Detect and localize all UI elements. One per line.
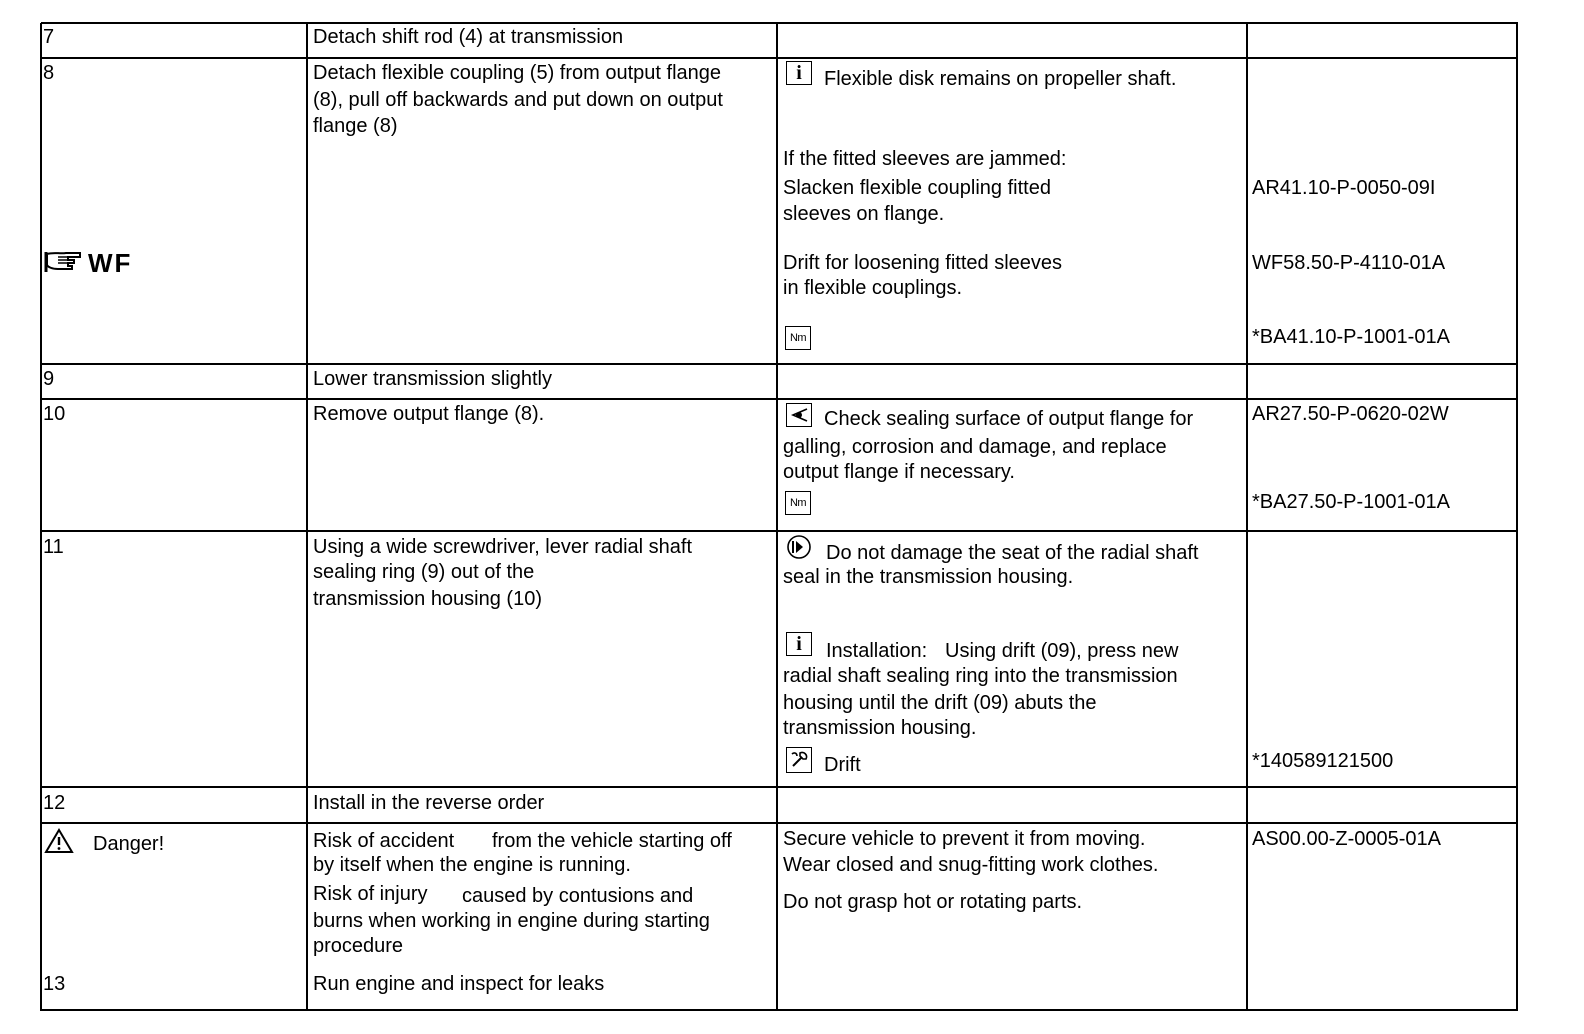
column-divider <box>776 23 778 1011</box>
risk-text: caused by contusions and <box>462 885 694 907</box>
column-divider <box>306 23 308 1011</box>
note-text-line: Using drift (09), press new <box>945 640 1179 662</box>
note-text-line: Slacken flexible coupling fitted <box>783 177 1051 199</box>
reference-code: WF58.50-P-4110-01A <box>1252 252 1446 274</box>
step-action: Lower transmission slightly <box>313 368 552 390</box>
step-action: Remove output flange (8). <box>313 403 545 425</box>
note-text-line: Drift for loosening fitted sleeves <box>783 252 1063 274</box>
risk-text: burns when working in engine during starting <box>313 910 710 932</box>
note-text-line: Do not damage the seat of the radial shaft <box>826 542 1199 564</box>
risk-text: by itself when the engine is running. <box>313 854 631 876</box>
column-divider <box>1246 23 1248 1011</box>
step-number: 12 <box>43 792 66 814</box>
step-number: 9 <box>43 368 55 390</box>
reference-code: AR27.50-P-0620-02W <box>1252 403 1449 425</box>
note-text-line: output flange if necessary. <box>783 461 1015 483</box>
inspect-eye-icon <box>786 403 812 427</box>
safety-measure: Do not grasp hot or rotating parts. <box>783 891 1083 913</box>
step-action-line: sealing ring (9) out of the <box>313 561 535 583</box>
risk-lead: Risk of accident <box>313 830 455 852</box>
step-number: 13 <box>43 973 66 995</box>
note-text-line: transmission housing. <box>783 717 977 739</box>
reference-code: AS00.00-Z-0005-01A <box>1252 828 1442 850</box>
row-divider <box>41 822 1518 824</box>
step-number: 11 <box>43 536 64 558</box>
note-text: Flexible disk remains on propeller shaft. <box>824 68 1177 90</box>
step-action: Install in the reverse order <box>313 792 545 814</box>
reference-code: *140589121500 <box>1252 750 1394 772</box>
row-divider <box>41 530 1518 532</box>
step-number: 7 <box>43 26 55 48</box>
column-divider <box>1516 23 1518 1011</box>
note-text-line: seal in the transmission housing. <box>783 566 1074 588</box>
step-action-line: flange (8) <box>313 115 398 137</box>
note-text-line: housing until the drift (09) abuts the <box>783 692 1097 714</box>
safety-measure: Wear closed and snug-fitting work clothes. <box>783 854 1159 876</box>
reference-code: AR41.10-P-0050-09I <box>1252 177 1436 199</box>
torque-icon: Nm <box>785 491 811 515</box>
step-action-line: (8), pull off backwards and put down on output <box>313 89 723 111</box>
note-text-line: in flexible couplings. <box>783 277 962 299</box>
risk-text: from the vehicle starting off <box>492 830 732 852</box>
warning-triangle-icon <box>44 828 74 854</box>
special-tool-icon <box>786 747 812 773</box>
row-divider <box>41 363 1518 365</box>
condition-text: If the fitted sleeves are jammed: <box>783 148 1067 170</box>
risk-text: procedure <box>313 935 404 957</box>
note-text-line: sleeves on flange. <box>783 203 945 225</box>
torque-icon: Nm <box>785 326 811 350</box>
tool-marker: WF <box>88 248 133 278</box>
row-divider <box>41 786 1518 788</box>
step-number: 10 <box>43 403 66 425</box>
step-number: 8 <box>43 62 55 84</box>
step-action: Run engine and inspect for leaks <box>313 973 605 995</box>
step-action-line: Detach flexible coupling (5) from output flange <box>313 62 722 84</box>
installation-label: Installation: <box>826 640 928 662</box>
note-text-line: radial shaft sealing ring into the transmission <box>783 665 1178 687</box>
table-border-bottom <box>41 1009 1518 1011</box>
note-text-line: galling, corrosion and damage, and replace <box>783 436 1167 458</box>
tool-label: Drift <box>824 754 861 776</box>
info-icon: i <box>786 61 812 85</box>
row-divider <box>41 57 1518 59</box>
step-action-line: transmission housing (10) <box>313 588 542 610</box>
info-icon: i <box>786 632 812 656</box>
note-text-line: Check sealing surface of output flange for <box>824 408 1194 430</box>
table-border-top <box>41 22 1518 24</box>
pointing-hand-icon <box>44 248 84 276</box>
safety-measure: Secure vehicle to prevent it from moving. <box>783 828 1146 850</box>
caution-icon <box>786 534 812 560</box>
reference-code: *BA41.10-P-1001-01A <box>1252 326 1450 348</box>
column-divider <box>40 23 42 1011</box>
danger-label: Danger! <box>93 833 165 855</box>
step-action: Detach shift rod (4) at transmission <box>313 26 624 48</box>
risk-lead: Risk of injury <box>313 883 428 905</box>
step-action-line: Using a wide screwdriver, lever radial shaft <box>313 536 693 558</box>
row-divider <box>41 398 1518 400</box>
reference-code: *BA27.50-P-1001-01A <box>1252 491 1450 513</box>
